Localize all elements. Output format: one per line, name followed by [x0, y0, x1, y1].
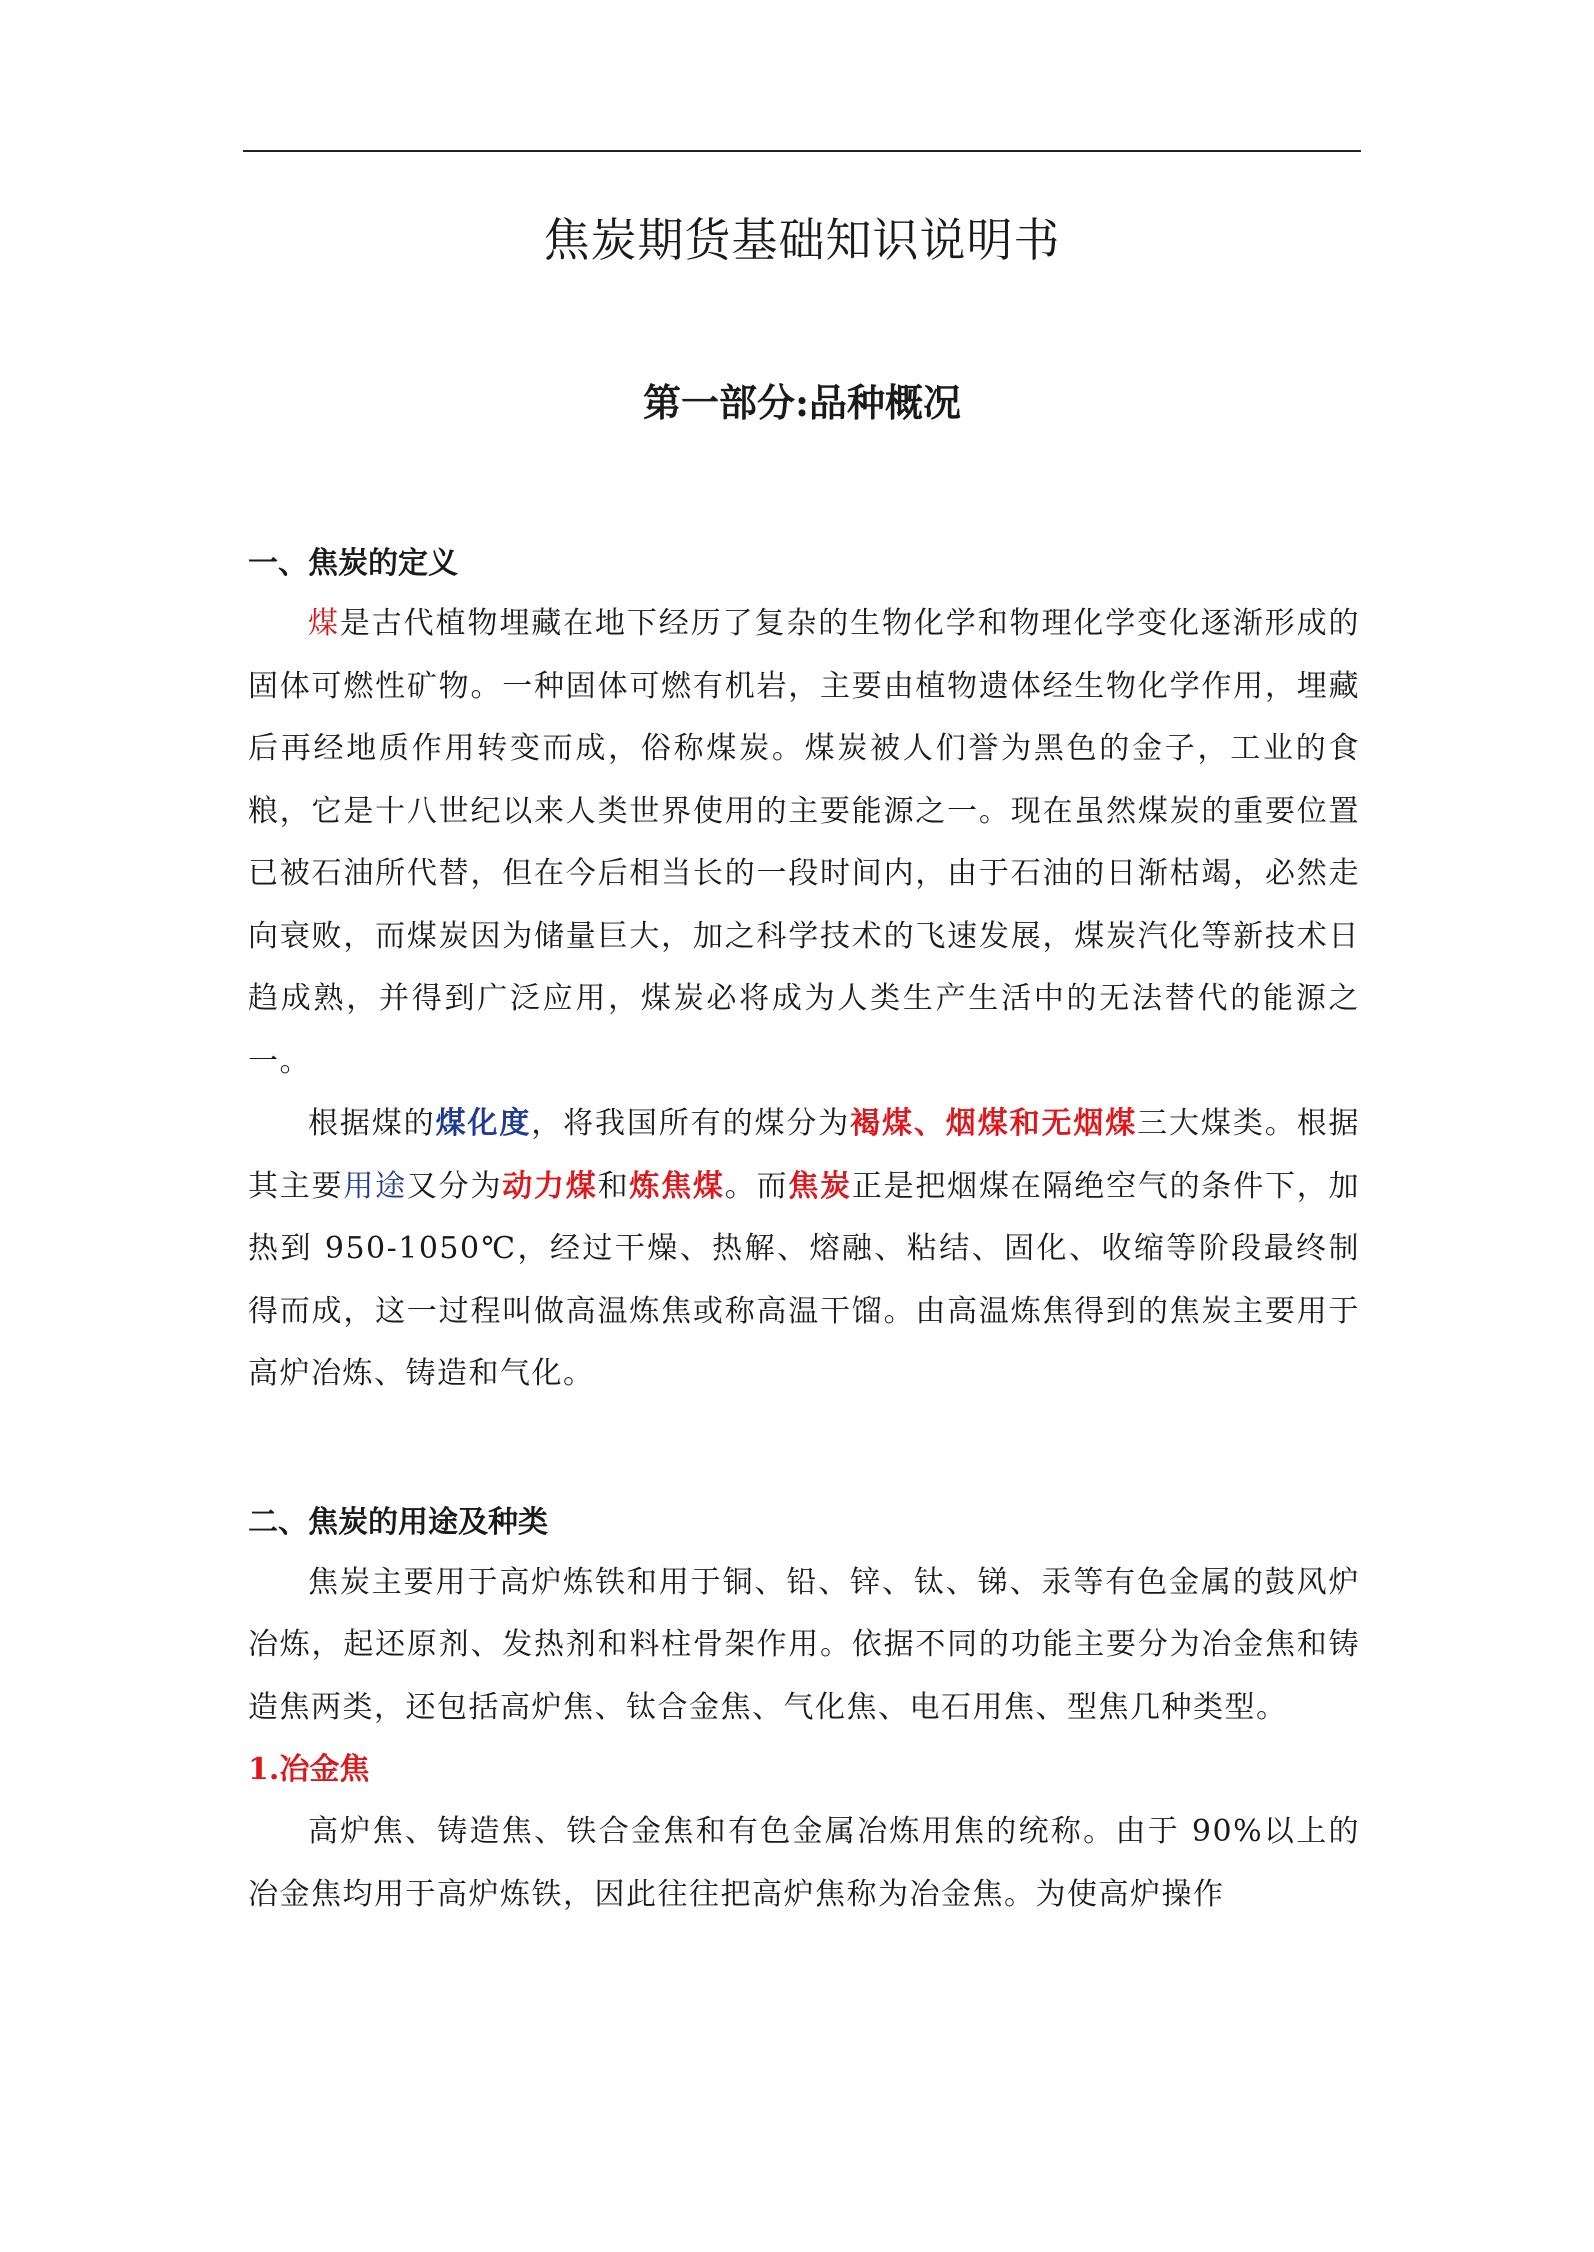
document-body — [248, 535, 1360, 1926]
paragraph-metallurgical-coke: 高炉焦、铸造焦、铁合金焦和有色金属冶炼用焦的统称。由于 90%以上的冶金焦均用于高炉炼铁，因此往往把高炉焦称为冶金焦。为使高炉操作 — [248, 1814, 1360, 1912]
section-spacer — [248, 1406, 1360, 1494]
paragraph-coal-classification — [248, 1093, 1360, 1406]
section-heading-definition: 一、焦炭的定义 — [248, 546, 458, 581]
header-rule — [243, 150, 1361, 152]
document-title: 焦炭期货基础知识说明书 — [543, 213, 1061, 267]
term-coal-types: 褐煤、烟煤和无烟煤 — [850, 1106, 1138, 1141]
term-usage: 用途 — [343, 1168, 407, 1204]
paragraph-coke-uses: 焦炭主要用于高炉炼铁和用于铜、铅、锌、钛、锑、汞等有色金属的鼓风炉冶炼，起还原剂、发热剂和料柱骨架作用。依据不同的功能主要分为冶金焦和铸造焦两类，还包括高炉焦、钛合金焦、气化焦、电石用焦、型焦几种类型。 — [248, 1564, 1360, 1725]
part-title: 第一部分:品种概况 — [642, 380, 962, 425]
subheading-metallurgical-coke: 1.冶金焦 — [248, 1752, 370, 1787]
text-run: 三大煤类。根据其主要 — [248, 1106, 1360, 1204]
text-run: 正是把烟煤在隔绝空气的条件下，加热到 950-1050℃，经过干燥、热解、熔融、粘结、固化、收缩等阶段最终制得而成，这一过程叫做高温炼焦或称高温干馏。由高温炼焦得到的焦炭主要用于高炉冶炼、铸造和气化。 — [248, 1168, 1361, 1391]
text-run: 又分为 — [406, 1168, 503, 1204]
term-coking-coal: 炼焦煤 — [629, 1168, 725, 1204]
term-steam-coal: 动力煤 — [502, 1168, 598, 1204]
paragraph-text: 是古代植物埋藏在地下经历了复杂的生物化学和物理化学变化逐渐形成的固体可燃性矿物。一种固体可燃有机岩，主要由植物遗体经生物化学作用，埋藏后再经地质作用转变而成，俗称煤炭。煤炭被人们誉为黑色的金子，工业的食粮，它是十八世纪以来人类世界使用的主要能源之一。现在虽然煤炭的重要位置已被石油所代替，但在今后相当长的一段时间内，由于石油的日渐枯竭，必然走向衰败，而煤炭因为储量巨大，加之科学技术的飞速发展，煤炭汽化等新技术日趋成熟，并得到广泛应用，煤炭必将成为人类生产生活中的无法替代的能源之一。 — [248, 606, 1360, 1079]
term-coalification: 煤化度 — [435, 1106, 532, 1141]
paragraph-coal-definition — [248, 593, 1360, 1093]
text-run: ，将我国所有的煤分为 — [531, 1106, 851, 1141]
term-coal: 煤 — [308, 606, 340, 641]
text-run: 和 — [597, 1168, 630, 1204]
section-heading-uses: 二、焦炭的用途及种类 — [248, 1504, 548, 1540]
text-run: 根据煤的 — [308, 1106, 436, 1141]
text-run: 。而 — [724, 1168, 789, 1204]
term-coke: 焦炭 — [788, 1168, 852, 1204]
